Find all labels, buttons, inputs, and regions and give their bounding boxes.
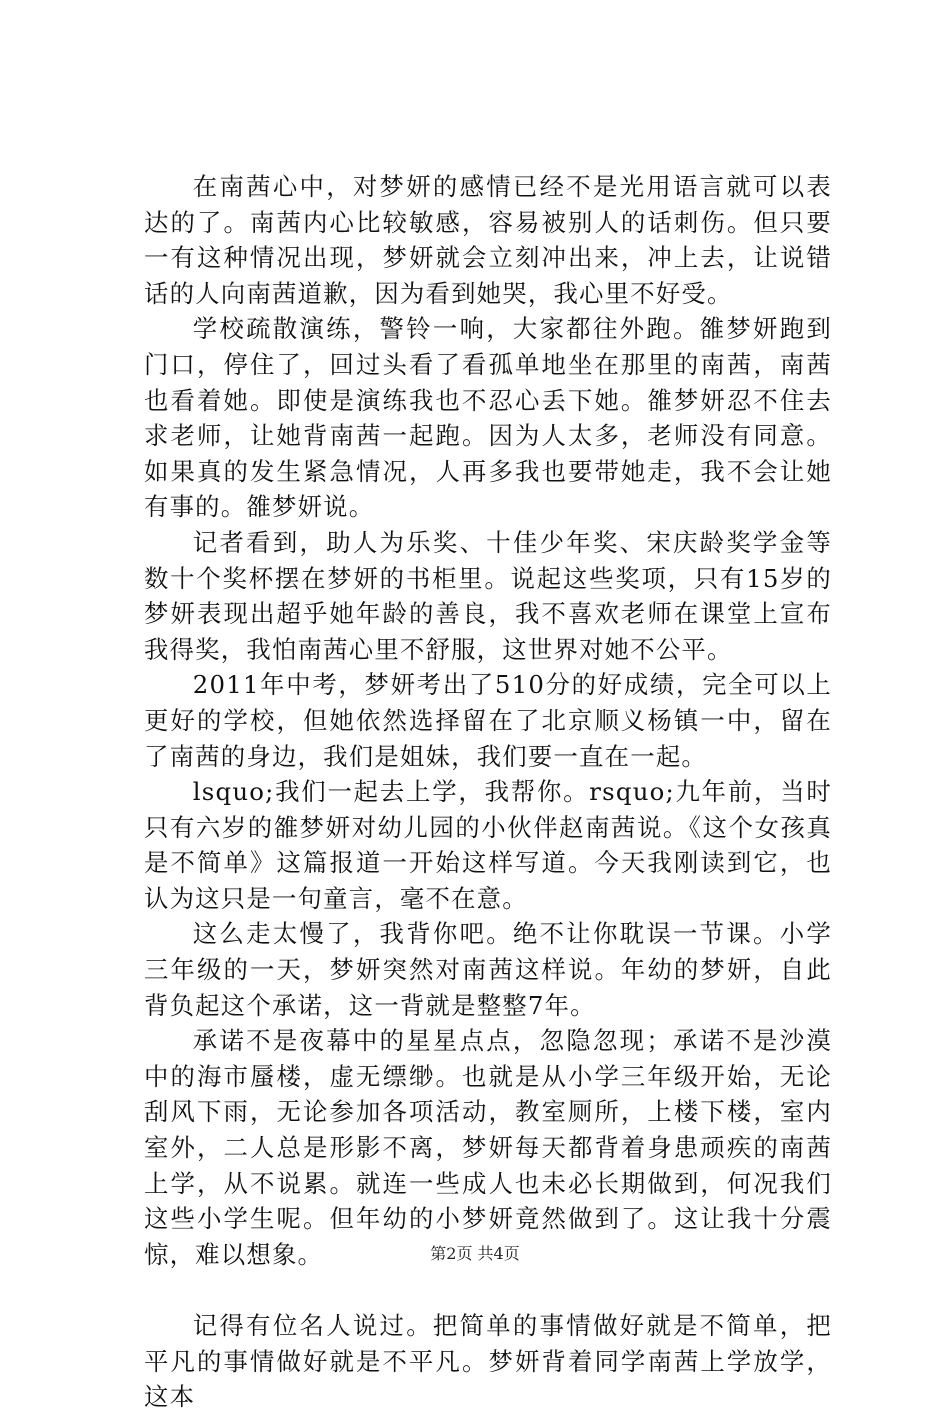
paragraph: 记得有位名人说过。把简单的事情做好就是不简单，把平凡的事情做好就是不平凡。梦妍背着同学南茜上学放学，这本 bbox=[144, 1311, 832, 1412]
paragraph: lsquo;我们一起去上学，我帮你。rsquo;九年前，当时只有六岁的雒梦妍对幼儿园的小伙伴赵南茜说。《这个女孩真是不简单》这篇报道一开始这样写道。今天我刚读到它，也认为这只是一句童言，毫不在意。 bbox=[144, 777, 832, 913]
paragraph: 这么走太慢了，我背你吧。绝不让你耽误一节课。小学三年级的一天，梦妍突然对南茜这样说。年幼的梦妍，自此背负起这个承诺，这一背就是整整7年。 bbox=[144, 919, 832, 1020]
document-body bbox=[144, 169, 832, 1415]
paragraph: 学校疏散演练，警铃一响，大家都往外跑。雒梦妍跑到门口，停住了，回过头看了看孤单地坐在那里的南茜，南茜也看着她。即使是演练我也不忍心丢下她。雒梦妍忍不住去求老师，让她背南茜一起跑。因为人太多，老师没有同意。如果真的发生紧急情况，人再多我也要带她走，我不会让她有事的。雒梦妍说。 bbox=[144, 314, 832, 522]
paragraph: 2011年中考，梦妍考出了510分的好成绩，完全可以上更好的学校，但她依然选择留在了北京顺义杨镇一中，留在了南茜的身边，我们是姐妹，我们要一直在一起。 bbox=[144, 670, 832, 771]
page-footer: 第2页 共4页 bbox=[430, 1244, 520, 1263]
paragraph: 在南茜心中，对梦妍的感情已经不是光用语言就可以表达的了。南茜内心比较敏感，容易被别人的话刺伤。但只要一有这种情况出现，梦妍就会立刻冲出来，冲上去，让说错话的人向南茜道歉，因为看到她哭，我心里不好受。 bbox=[144, 172, 832, 308]
paragraph: 记者看到，助人为乐奖、十佳少年奖、宋庆龄奖学金等数十个奖杯摆在梦妍的书柜里。说起这些奖项，只有15岁的梦妍表现出超乎她年龄的善良，我不喜欢老师在课堂上宣布我得奖，我怕南茜心里不舒服，这世界对她不公平。 bbox=[144, 527, 832, 664]
paragraph: 承诺不是夜幕中的星星点点，忽隐忽现；承诺不是沙漠中的海市蜃楼，虚无缥缈。也就是从小学三年级开始，无论刮风下雨，无论参加各项活动，教室厕所，上楼下楼，室内室外，二人总是形影不离，梦妍每天都背着身患顽疾的南茜上学，从不说累。就连一些成人也未必长期做到，何况我们这些小学生呢。但年幼的小梦妍竟然做到了。这让我十分震惊，难以想象。 bbox=[144, 1026, 832, 1269]
